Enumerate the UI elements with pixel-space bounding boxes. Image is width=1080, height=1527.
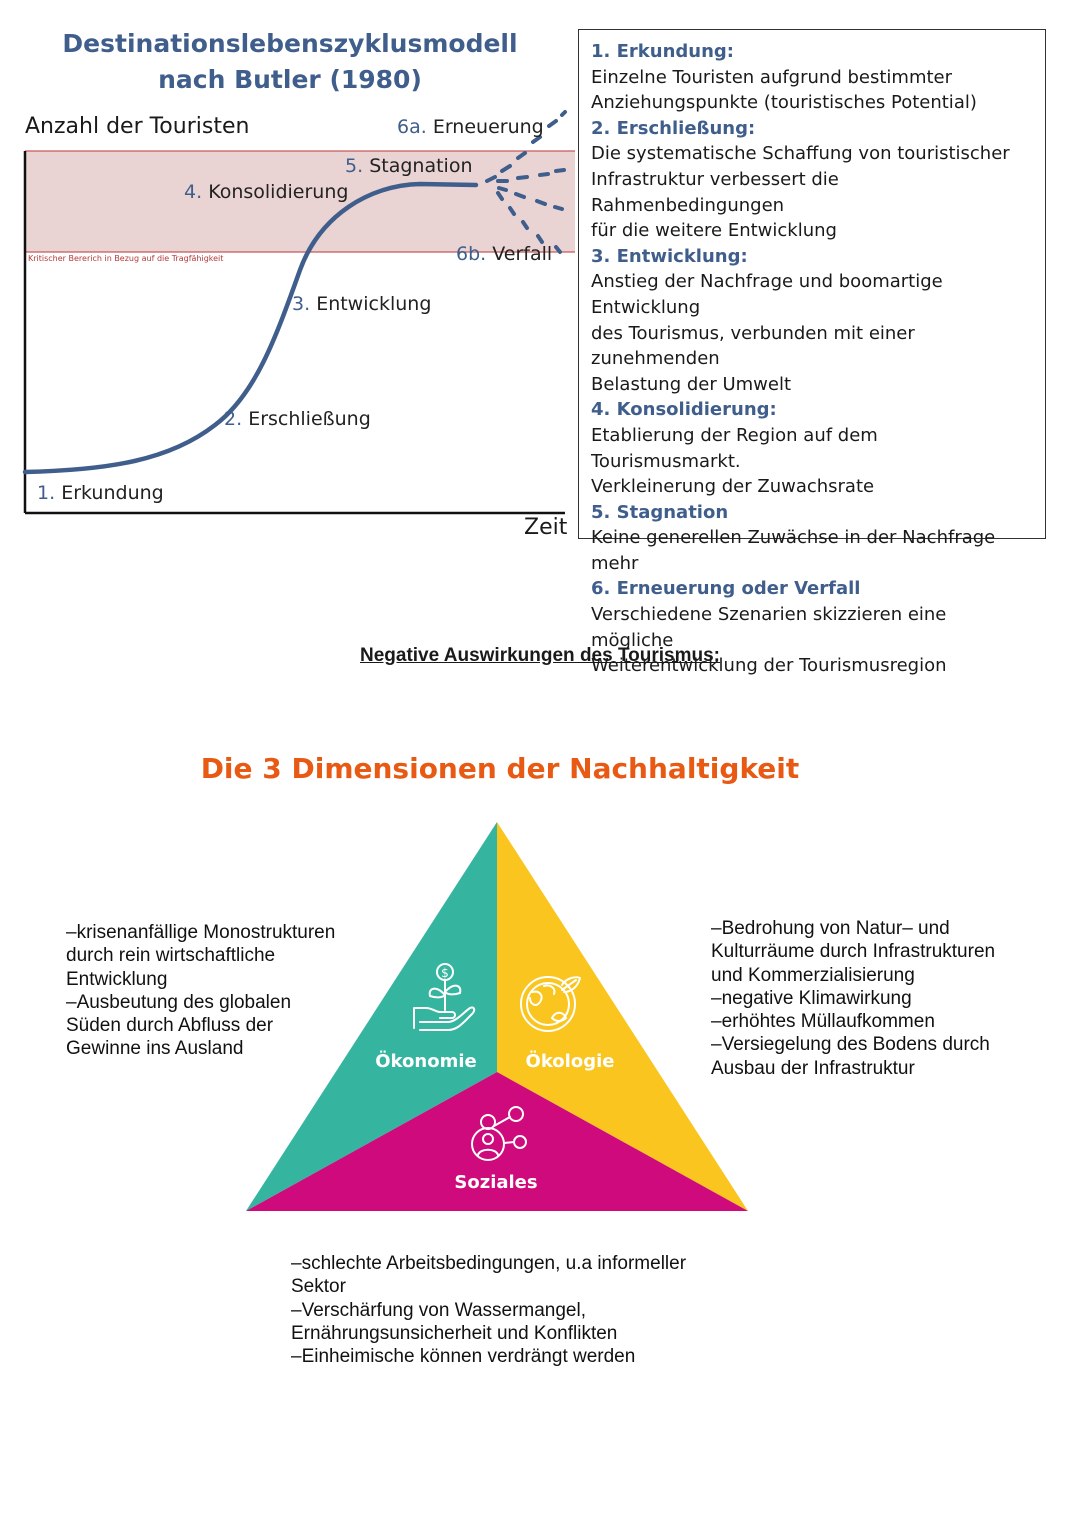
legend-line: Infrastruktur verbessert die Rahmenbedingungen (591, 168, 839, 216)
legend-heading: 1. Erkundung: (591, 41, 734, 62)
legend-heading: 2. Erschließung: (591, 117, 756, 139)
legend-line: Etablierung der Region auf dem Tourismusmarkt. (591, 424, 878, 472)
stage-3-label: 3. Entwicklung (292, 293, 432, 315)
impact-line: –negative Klimawirkung (711, 987, 912, 1009)
legend-line: Die systematische Schaffung von touristischer (591, 143, 1010, 165)
impact-line: Kulturräume durch Infrastrukturen (711, 941, 996, 963)
stage-6b-label: 6b. Verfall (456, 243, 553, 265)
stage-1-label: 1. Erkundung (37, 482, 164, 504)
legend-heading: 4. Konsolidierung: (591, 399, 777, 421)
impact-line: Ausbau der Infrastruktur (711, 1057, 915, 1079)
impact-line: –Bedrohung von Natur– und (711, 918, 950, 939)
svg-text:$: $ (441, 966, 449, 980)
economy-impacts (66, 921, 335, 1061)
legend-heading: 5. Stagnation (591, 501, 729, 523)
impact-line: Ernährungsunsicherheit und Konflikten (291, 1322, 618, 1344)
impact-line: durch rein wirtschaftliche (66, 945, 276, 967)
critical-zone-label: Kritischer Bererich in Bezug auf die Tragfähigkeit (28, 254, 224, 263)
legend-line: Belastung der Umwelt (591, 373, 792, 395)
impact-line: Sektor (291, 1276, 346, 1298)
impact-line: Gewinne ins Ausland (66, 1038, 244, 1060)
impact-line: –Versiegelung des Bodens durch (711, 1034, 990, 1056)
negative-impacts-heading: Negative Auswirkungen des Tourismus: (359, 645, 721, 666)
impact-line: –Verschärfung von Wassermangel, (291, 1299, 587, 1321)
ecology-impacts (711, 917, 995, 1080)
legend-line: Weiterentwicklung der Tourismusregion (591, 655, 947, 677)
impact-line: –schlechte Arbeitsbedingungen, u.a informeller (291, 1253, 687, 1274)
x-axis-label: Zeit (524, 515, 568, 540)
impact-line: –erhöhtes Müllaufkommen (711, 1011, 935, 1033)
impact-line: –Ausbeutung des globalen (66, 991, 292, 1013)
legend-heading: 6. Erneuerung oder Verfall (591, 578, 861, 600)
impact-line: –Einheimische können verdrängt werden (291, 1346, 636, 1368)
butler-title-line2: nach Butler (1980) (158, 65, 422, 94)
legend-line: des Tourismus, verbunden mit einer zunehmenden (591, 322, 915, 370)
butler-title-line1: Destinationslebenszyklusmodell (62, 29, 518, 58)
legend-heading: 3. Entwicklung: (591, 245, 748, 267)
legend-line: Anziehungspunkte (touristisches Potential) (591, 92, 977, 114)
impact-line: Süden durch Abfluss der (66, 1015, 274, 1037)
legend-line: Anstieg der Nachfrage und boomartige Entwicklung (591, 271, 943, 318)
legend-line: Einzelne Touristen aufgrund bestimmter (591, 66, 953, 88)
stage-4-label: 4. Konsolidierung (184, 181, 349, 203)
impact-line: Entwicklung (66, 968, 168, 990)
legend-line: für die weitere Entwicklung (591, 220, 837, 242)
social-impacts (291, 1252, 686, 1368)
y-axis-label: Anzahl der Touristen (25, 114, 250, 139)
social-label: Soziales (454, 1172, 538, 1193)
impact-line: –krisenanfällige Monostrukturen (66, 922, 336, 943)
legend-line: Verschiedene Szenarien skizzieren eine mögliche (591, 604, 947, 651)
sustainability-title: Die 3 Dimensionen der Nachhaltigkeit (200, 752, 800, 785)
stage-2-label: 2. Erschließung (224, 408, 371, 430)
ecology-label: Ökologie (525, 1051, 615, 1072)
stage-6a-label: 6a. Erneuerung (397, 116, 544, 138)
economy-label: Ökonomie (375, 1051, 477, 1072)
stage-5-label: 5. Stagnation (345, 155, 473, 177)
legend-line: Keine generellen Zuwächse in der Nachfrage mehr (591, 527, 996, 574)
legend-line: Verkleinerung der Zuwachsrate (591, 476, 875, 498)
impact-line: und Kommerzialisierung (711, 964, 915, 986)
